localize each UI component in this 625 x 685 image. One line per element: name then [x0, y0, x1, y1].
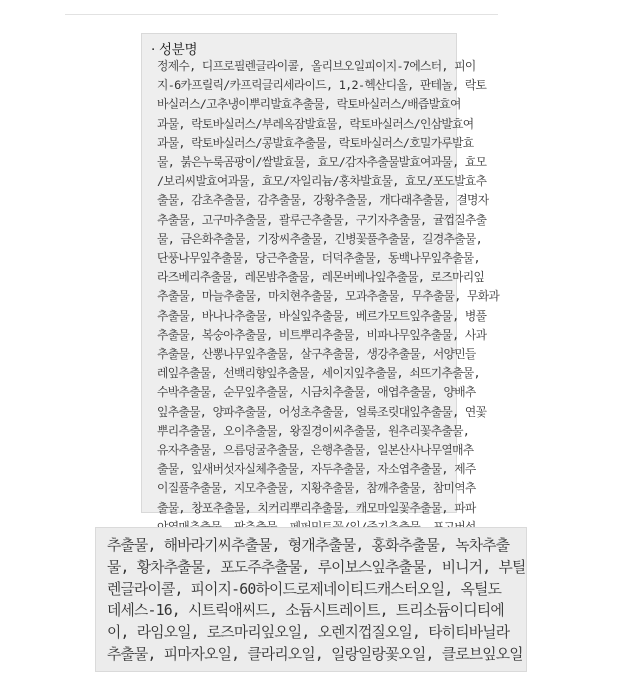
- text-line: 렌글라이콜, 피이지-60하이드로제네이티드캐스터오일, 옥틸도: [107, 580, 502, 598]
- text-line: 물, 황차추출물, 포도주추출물, 루이보스잎추출물, 비니거, 부틸: [107, 558, 526, 576]
- ingredients-panel: [141, 33, 500, 515]
- text-line: 추출물, 산뽕나무잎추출물, 살구추출물, 생강추출물, 서양민들: [157, 347, 476, 362]
- text-line: 추출물, 피마자오일, 클라리오일, 일랑일랑꽃오일, 클로브잎오일: [107, 645, 523, 663]
- text-line: 뿌리추출물, 오이추출물, 왕질경이씨추출물, 원추리꽃추출물,: [157, 423, 470, 438]
- ingredients-list: [157, 57, 500, 537]
- text-line: 유자추출물, 으름덩굴추출물, 은행추출물, 일본산사나무열매추: [157, 443, 474, 458]
- text-line: 추출물, 해바라기씨추출물, 형개추출물, 홍화추출물, 녹차추출: [107, 537, 510, 554]
- text-line: 잎추출물, 양파추출물, 어성초추출물, 얼룩조릿대잎추출물, 연꽃: [157, 404, 487, 419]
- text-line: 추출물, 마늘추출물, 마치현추출물, 모과추출물, 무추출물, 무화과: [157, 289, 500, 304]
- text-line: 이, 라임오일, 로즈마리잎오일, 오렌지껍질오일, 타히티바닐라: [107, 624, 510, 642]
- text-line: /보리씨발효여과물, 효모/자일리늄/홍차발효물, 효모/포도발효추: [157, 174, 487, 189]
- text-line: 출물, 잎새버섯자실체추출물, 자두추출물, 자소엽추출물, 제주: [157, 462, 476, 477]
- text-line: 과물, 락토바실러스/부레옥잠발효물, 락토바실러스/인삼발효여: [157, 116, 474, 131]
- text-line: 추출물, 바나나추출물, 바실잎추출물, 베르가모트잎추출물, 병풀: [157, 308, 487, 323]
- text-line: 지-6카프릴릭/카프릭글리세라이드, 1,2-헥산디올, 판테놀, 락토: [157, 78, 487, 93]
- text-line: 물, 금은화추출물, 기장씨추출물, 긴병꽃풀추출물, 길경추출물,: [157, 231, 483, 246]
- text-line: 정제수, 디프로필렌글라이콜, 올리브오일피이지-7에스터, 피이: [157, 59, 476, 73]
- text-line: 라즈베리추출물, 레몬밤추출물, 레몬버베나잎추출물, 로즈마리잎: [157, 270, 485, 285]
- ingredients-continuation-list: [107, 535, 527, 666]
- text-line: 바실러스/고추냉이뿌리발효추출물, 락토바실러스/배즙발효여: [157, 97, 461, 112]
- text-line: 수박추출물, 순무잎추출물, 시금치추출물, 애엽추출물, 양배추: [157, 385, 476, 400]
- text-line: 데세스-16, 시트릭애씨드, 소듐시트레이트, 트리소듐이디티에: [107, 602, 504, 620]
- text-line: 추출물, 복숭아추출물, 비트뿌리추출물, 비파나무잎추출물, 사과: [157, 327, 487, 342]
- text-line: 레잎추출물, 선백리향잎추출물, 세이지잎추출물, 쇠뜨기추출물,: [157, 366, 480, 381]
- text-line: 과물, 락토바실러스/콩발효추출물, 락토바실러스/호밀가루발효: [157, 135, 474, 150]
- text-line: 단풍나무잎추출물, 당근추출물, 더덕추출물, 동백나무잎추출물,: [157, 251, 480, 266]
- text-line: 추출물, 고구마추출물, 괄루근추출물, 구기자추출물, 귤껍질추출: [157, 212, 487, 227]
- text-line: 이질풀추출물, 지모추출물, 지황추출물, 참깨추출물, 참미역추: [157, 481, 476, 496]
- text-line: 물, 붉은누룩곰팡이/쌀발효물, 효모/감자추출물발효여과물, 효모: [157, 155, 487, 170]
- ingredients-continuation-panel: [95, 527, 527, 672]
- top-divider: [65, 14, 498, 15]
- text-line: 출물, 창포추출물, 치커리뿌리추출물, 캐모마일꽃추출물, 파파: [157, 500, 476, 515]
- ingredients-title: · 성분명: [151, 42, 198, 58]
- text-line: 출물, 감초추출물, 감추출물, 강황추출물, 개다래추출물, 결명자: [157, 193, 489, 208]
